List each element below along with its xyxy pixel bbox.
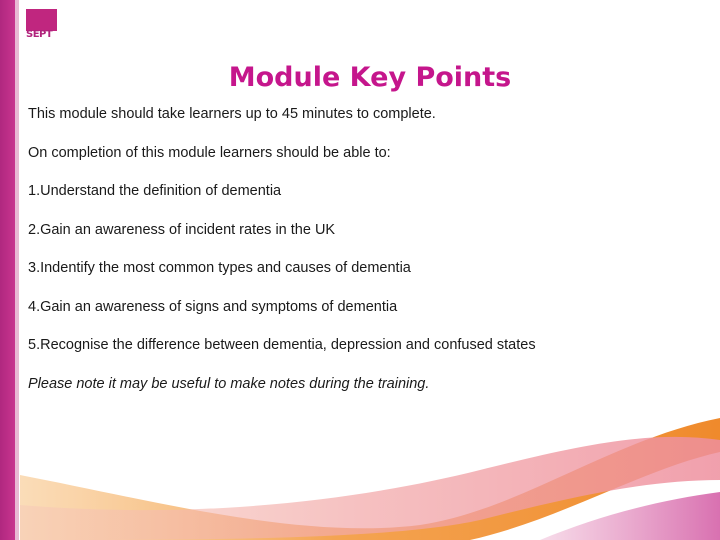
logo-text: SEPT	[26, 29, 53, 40]
key-point-item: 5.Recognise the difference between dementia, depression and confused states	[28, 337, 536, 353]
swoosh-band-magenta	[540, 492, 720, 540]
key-point-item: 4.Gain an awareness of signs and symptoms of dementia	[28, 298, 398, 315]
page-title: Module Key Points	[228, 62, 512, 93]
note-text: Please note it may be useful to make notes during the training.	[28, 375, 430, 392]
key-points-content	[28, 105, 698, 413]
swoosh-band-pink	[20, 437, 720, 540]
key-point-item: 3.Indentify the most common types and causes of dementia	[28, 260, 411, 276]
key-point-item: 1.Understand the definition of dementia	[28, 183, 282, 199]
left-accent-bar-edge	[15, 0, 19, 540]
lead-in-text: On completion of this module learners should be able to:	[28, 144, 391, 161]
key-point-item: 2.Gain an awareness of incident rates in the UK	[28, 221, 336, 238]
logo-square	[26, 9, 57, 31]
intro-text: This module should take learners up to 45 minutes to complete.	[28, 106, 436, 122]
swoosh-band-orange	[20, 418, 720, 540]
left-accent-bar	[0, 0, 15, 540]
sept-logo	[26, 9, 57, 40]
